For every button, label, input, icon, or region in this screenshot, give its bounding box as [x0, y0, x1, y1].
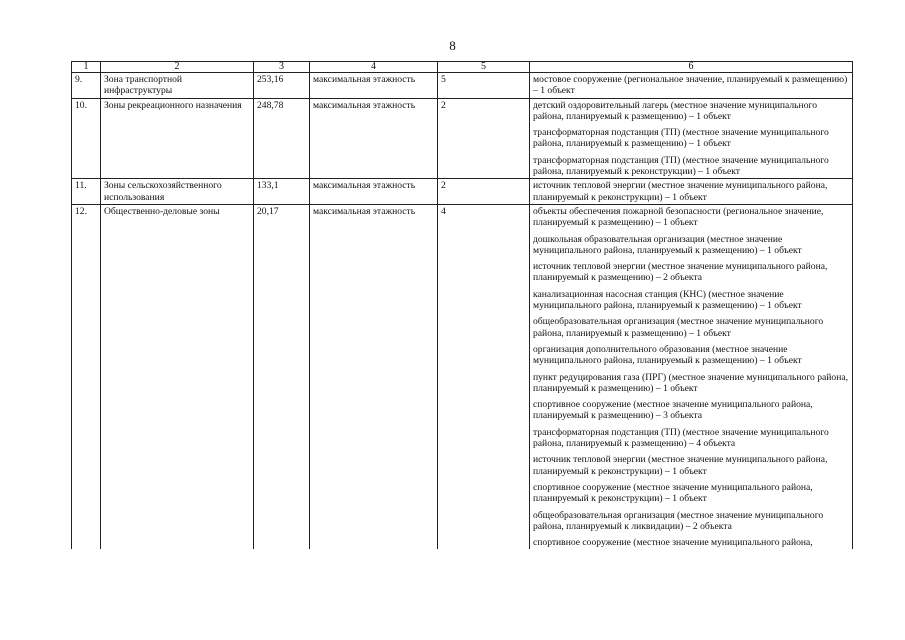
planned-object-item: спортивное сооружение (местное значение муниципального района, планируемый к реконструкции) – 1 объект — [533, 481, 813, 505]
parameter-cell: максимальная этажность — [310, 98, 438, 179]
page-number: 8 — [449, 38, 456, 53]
parameter-value-cell: 2 — [438, 98, 530, 179]
row-number-cell: 10. — [72, 98, 101, 179]
planned-object-item: спортивное сооружение (местное значение муниципального района, планируемый к размещению) – 3 объекта — [533, 399, 813, 422]
planned-object-item: объекты обеспечения пожарной безопасности (региональное значение, планируемый к размещению) – 1 объект — [533, 205, 824, 229]
column-header: 6 — [530, 62, 853, 73]
area-cell: 253,16 — [254, 73, 310, 99]
planned-object-item: источник тепловой энергии (местное значение муниципального района, планируемый к реконструкции) – 1 объект — [533, 454, 828, 477]
column-header: 4 — [310, 62, 438, 73]
zone-name-cell: Зоны рекреационного назначения — [101, 98, 254, 179]
planned-objects-cell — [530, 98, 853, 179]
planned-object-item: дошкольная образовательная организация (местное значение муниципального района, планируемый к размещению) – 1 объект — [533, 233, 802, 256]
zones-table — [71, 61, 853, 549]
parameter-value-cell: 5 — [438, 73, 530, 99]
parameter-value-cell: 4 — [438, 204, 530, 549]
planned-object-item: общеобразовательная организация (местное значение муниципального района, планируемый к размещению) – 1 объект — [533, 316, 824, 339]
planned-object-item: организация дополнительного образования (местное значение муниципального района, планируемый к размещению) – 1 объект — [533, 343, 802, 367]
planned-object-item: трансформаторная подстанция (ТП) (местное значение муниципального района, планируемый к размещению) – 1 объект — [533, 127, 829, 150]
column-header: 5 — [438, 62, 530, 73]
zone-name-cell: Зона транспортной инфраструктуры — [101, 73, 254, 99]
row-number-cell: 12. — [72, 204, 101, 549]
planned-object-item: канализационная насосная станция (КНС) (местное значение муниципального района, планируемый к размещению) – 1 объект — [533, 288, 802, 312]
parameter-value-cell: 2 — [438, 179, 530, 205]
row-number-cell: 9. — [72, 73, 101, 99]
zone-name-cell: Общественно-деловые зоны — [101, 204, 254, 549]
planned-object-item: трансформаторная подстанция (ТП) (местное значение муниципального района, планируемый к размещению) – 4 объекта — [533, 426, 829, 450]
planned-objects-cell — [530, 204, 853, 549]
planned-object-item: трансформаторная подстанция (ТП) (местное значение муниципального района, планируемый к реконструкции) – 1 объект — [533, 154, 829, 178]
area-cell: 20,17 — [254, 204, 310, 549]
planned-objects-cell — [530, 73, 853, 99]
planned-object-item: мостовое сооружение (региональное значение, планируемый к размещению) – 1 объект — [533, 74, 848, 97]
planned-object-item: источник тепловой энергии (местное значение муниципального района, планируемый к реконструкции) – 1 объект — [533, 180, 828, 203]
parameter-cell: максимальная этажность — [310, 73, 438, 99]
parameter-cell: максимальная этажность — [310, 179, 438, 205]
planned-object-item: источник тепловой энергии (местное значение муниципального района, планируемый к размещению) – 2 объекта — [533, 261, 828, 284]
planned-object-item: детский оздоровительный лагерь (местное значение муниципального района, планируемый к размещению) – 1 объект — [533, 99, 817, 122]
column-header: 1 — [72, 62, 101, 73]
zone-name-cell: Зоны сельскохозяйственного использования — [101, 179, 254, 205]
table-row — [72, 204, 853, 549]
planned-objects-cell — [530, 179, 853, 205]
area-cell: 248,78 — [254, 98, 310, 179]
column-number-row — [72, 62, 853, 73]
table-row — [72, 179, 853, 205]
column-header: 3 — [254, 62, 310, 73]
column-header: 2 — [101, 62, 254, 73]
planned-object-item: спортивное сооружение (местное значение муниципального района, — [533, 537, 813, 549]
area-cell: 133,1 — [254, 179, 310, 205]
table-row — [72, 98, 853, 179]
planned-object-item: пункт редуцирования газа (ПРГ) (местное значение муниципального района, планируемый к размещению) – 1 объект — [533, 371, 849, 394]
table-row — [72, 73, 853, 99]
parameter-cell: максимальная этажность — [310, 204, 438, 549]
row-number-cell: 11. — [72, 179, 101, 205]
planned-object-item: общеобразовательная организация (местное значение муниципального района, планируемый к ликвидации) – 2 объекта — [533, 509, 824, 532]
